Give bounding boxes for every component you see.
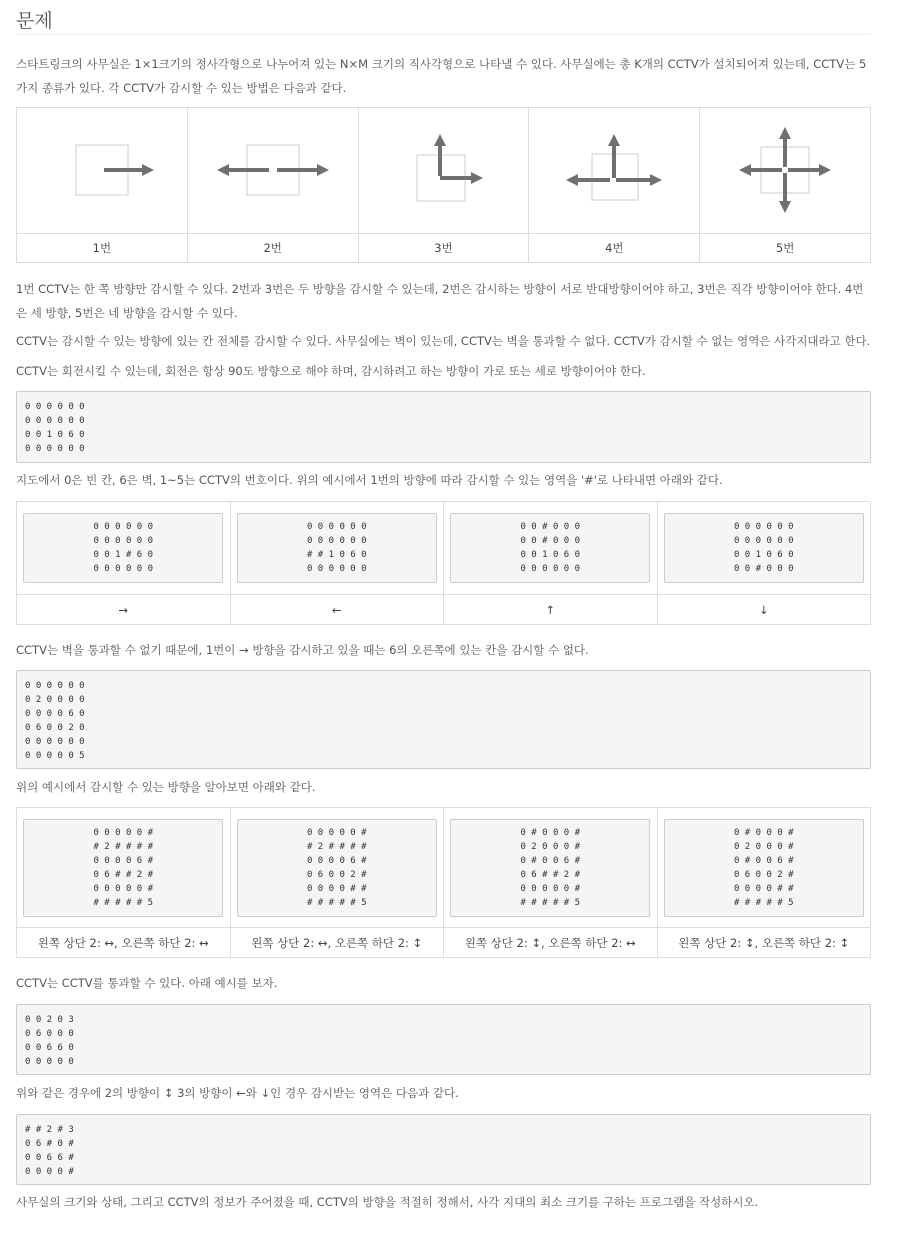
dir-up-cell	[444, 502, 658, 595]
example-1-code: 0 0 0 0 0 0 0 0 0 0 0 0 0 0 1 0 6 0 0 0 0 0 0 0	[16, 391, 871, 463]
example-2-code: 0 0 0 0 0 0 0 2 0 0 0 0 0 0 0 0 6 0 0 6 0 0 2 0 0 0 0 0 0 0 0 0 0 0 0 5	[16, 670, 871, 769]
dir-up-label: ↑	[444, 595, 658, 625]
case-2-label: 왼쪽 상단 2: ↔, 오른쪽 하단 2: ↕	[230, 928, 444, 958]
cctv-3-icon	[383, 126, 503, 216]
example-1-directions-table	[16, 501, 871, 625]
case-1-label: 왼쪽 상단 2: ↔, 오른쪽 하단 2: ↔	[17, 928, 231, 958]
cctv-4-label: 4번	[529, 234, 700, 263]
example-4-code: # # 2 # 3 0 6 # 0 # 0 0 6 6 # 0 0 0 0 #	[16, 1114, 871, 1185]
example-3-code: 0 0 2 0 3 0 6 0 0 0 0 0 6 6 0 0 0 0 0 0	[16, 1004, 871, 1075]
paragraph-example-3: 위와 같은 경우에 2의 방향이 ↕ 3의 방향이 ←와 ↓인 경우 감시받는 영역은 다음과 같다.	[16, 1086, 459, 1100]
dir-left-cell	[230, 502, 444, 595]
dir-left-map: 0 0 0 0 0 0 0 0 0 0 0 0 # # 1 0 6 0 0 0 0 0 0 0	[237, 513, 437, 583]
paragraph-wall-block: CCTV는 벽을 통과할 수 없기 때문에, 1번이 → 방향을 감시하고 있을 때는 6의 오른쪽에 있는 칸을 감시할 수 없다.	[16, 643, 589, 657]
cctv-5-label: 5번	[700, 234, 871, 263]
dir-right-map: 0 0 0 0 0 0 0 0 0 0 0 0 0 0 1 # 6 0 0 0 0 0 0 0	[23, 513, 223, 583]
case-3-map: 0 # 0 0 0 # 0 2 0 0 0 # 0 # 0 0 6 # 0 6 # # 2 # 0 0 0 0 0 # # # # # # 5	[450, 819, 650, 917]
case-1-cell	[17, 808, 231, 928]
paragraph-rotation: CCTV는 회전시킬 수 있는데, 회전은 항상 90도 방향으로 해야 하며, 감시하려고 하는 방향이 가로 또는 세로 방향이어야 한다.	[16, 364, 646, 378]
paragraph-map-legend: 지도에서 0은 빈 칸, 6은 벽, 1~5는 CCTV의 번호이다. 위의 예시에서 1번의 방향에 따라 감시할 수 있는 영역을 '#'로 나타내면 아래와 같다.	[16, 473, 723, 487]
dir-down-label: ↓	[657, 595, 871, 625]
cctv-3-diagram	[358, 108, 529, 234]
dir-down-map: 0 0 0 0 0 0 0 0 0 0 0 0 0 0 1 0 6 0 0 0 # 0 0 0	[664, 513, 864, 583]
paragraph-cctv-types: 1번 CCTV는 한 쪽 방향만 감시할 수 있다. 2번과 3번은 두 방향을 감시할 수 있는데, 2번은 감시하는 방향이 서로 반대방향이어야 하고, 3번은 직각 방향이어야 한다. 4번은 세 방향, 5번은 네 방향을 감시할 수 있다.	[16, 282, 864, 320]
case-3-cell	[444, 808, 658, 928]
cctv-2-diagram	[187, 108, 358, 234]
dir-right-cell	[17, 502, 231, 595]
paragraph-blind-spot: CCTV는 감시할 수 있는 방향에 있는 칸 전체를 감시할 수 있다. 사무실에는 벽이 있는데, CCTV는 벽을 통과할 수 없다. CCTV가 감시할 수 없는 영역은 사각지대라고 한다.	[16, 334, 871, 348]
cctv-1-diagram	[17, 108, 188, 234]
dir-down-cell	[657, 502, 871, 595]
case-2-map: 0 0 0 0 0 # # 2 # # # # 0 0 0 0 6 # 0 6 0 0 2 # 0 0 0 0 # # # # # # # 5	[237, 819, 437, 917]
dir-up-map: 0 0 # 0 0 0 0 0 # 0 0 0 0 0 1 0 6 0 0 0 0 0 0 0	[450, 513, 650, 583]
paragraph-cctv-pass: CCTV는 CCTV를 통과할 수 있다. 아래 예시를 보자.	[16, 976, 278, 990]
cctv-1-icon	[42, 131, 162, 211]
cctv-1-label: 1번	[17, 234, 188, 263]
case-3-label: 왼쪽 상단 2: ↕, 오른쪽 하단 2: ↔	[444, 928, 658, 958]
case-4-map: 0 # 0 0 0 # 0 2 0 0 0 # 0 # 0 0 6 # 0 6 0 0 2 # 0 0 0 0 # # # # # # # 5	[664, 819, 864, 917]
cctv-2-icon	[213, 131, 333, 211]
cctv-types-table	[16, 107, 871, 263]
cctv-2-label: 2번	[187, 234, 358, 263]
section-title: 문제	[16, 10, 53, 32]
cctv-4-icon	[554, 126, 674, 216]
cctv-5-diagram	[700, 108, 871, 234]
dir-left-label: ←	[230, 595, 444, 625]
case-1-map: 0 0 0 0 0 # # 2 # # # # 0 0 0 0 6 # 0 6 # # 2 # 0 0 0 0 0 # # # # # # 5	[23, 819, 223, 917]
cctv-5-icon	[725, 123, 845, 219]
example-2-directions-table	[16, 807, 871, 958]
case-4-label: 왼쪽 상단 2: ↕, 오른쪽 하단 2: ↕	[657, 928, 871, 958]
case-4-cell	[657, 808, 871, 928]
paragraph-task: 사무실의 크기와 상태, 그리고 CCTV의 정보가 주어졌을 때, CCTV의 방향을 적절히 정해서, 사각 지대의 최소 크기를 구하는 프로그램을 작성하시오.	[16, 1195, 759, 1209]
cctv-3-label: 3번	[358, 234, 529, 263]
title-divider	[16, 34, 871, 35]
dir-right-label: →	[17, 595, 231, 625]
case-2-cell	[230, 808, 444, 928]
cctv-4-diagram	[529, 108, 700, 234]
paragraph-example-2: 위의 예시에서 감시할 수 있는 방향을 알아보면 아래와 같다.	[16, 780, 316, 794]
paragraph-intro: 스타트링크의 사무실은 1×1크기의 정사각형으로 나누어져 있는 N×M 크기의 직사각형으로 나타낼 수 있다. 사무실에는 총 K개의 CCTV가 설치되어져 있는데, CCTV는 5가지 종류가 있다. 각 CCTV가 감시할 수 있는 방법은 다음과 같다.	[16, 57, 867, 95]
